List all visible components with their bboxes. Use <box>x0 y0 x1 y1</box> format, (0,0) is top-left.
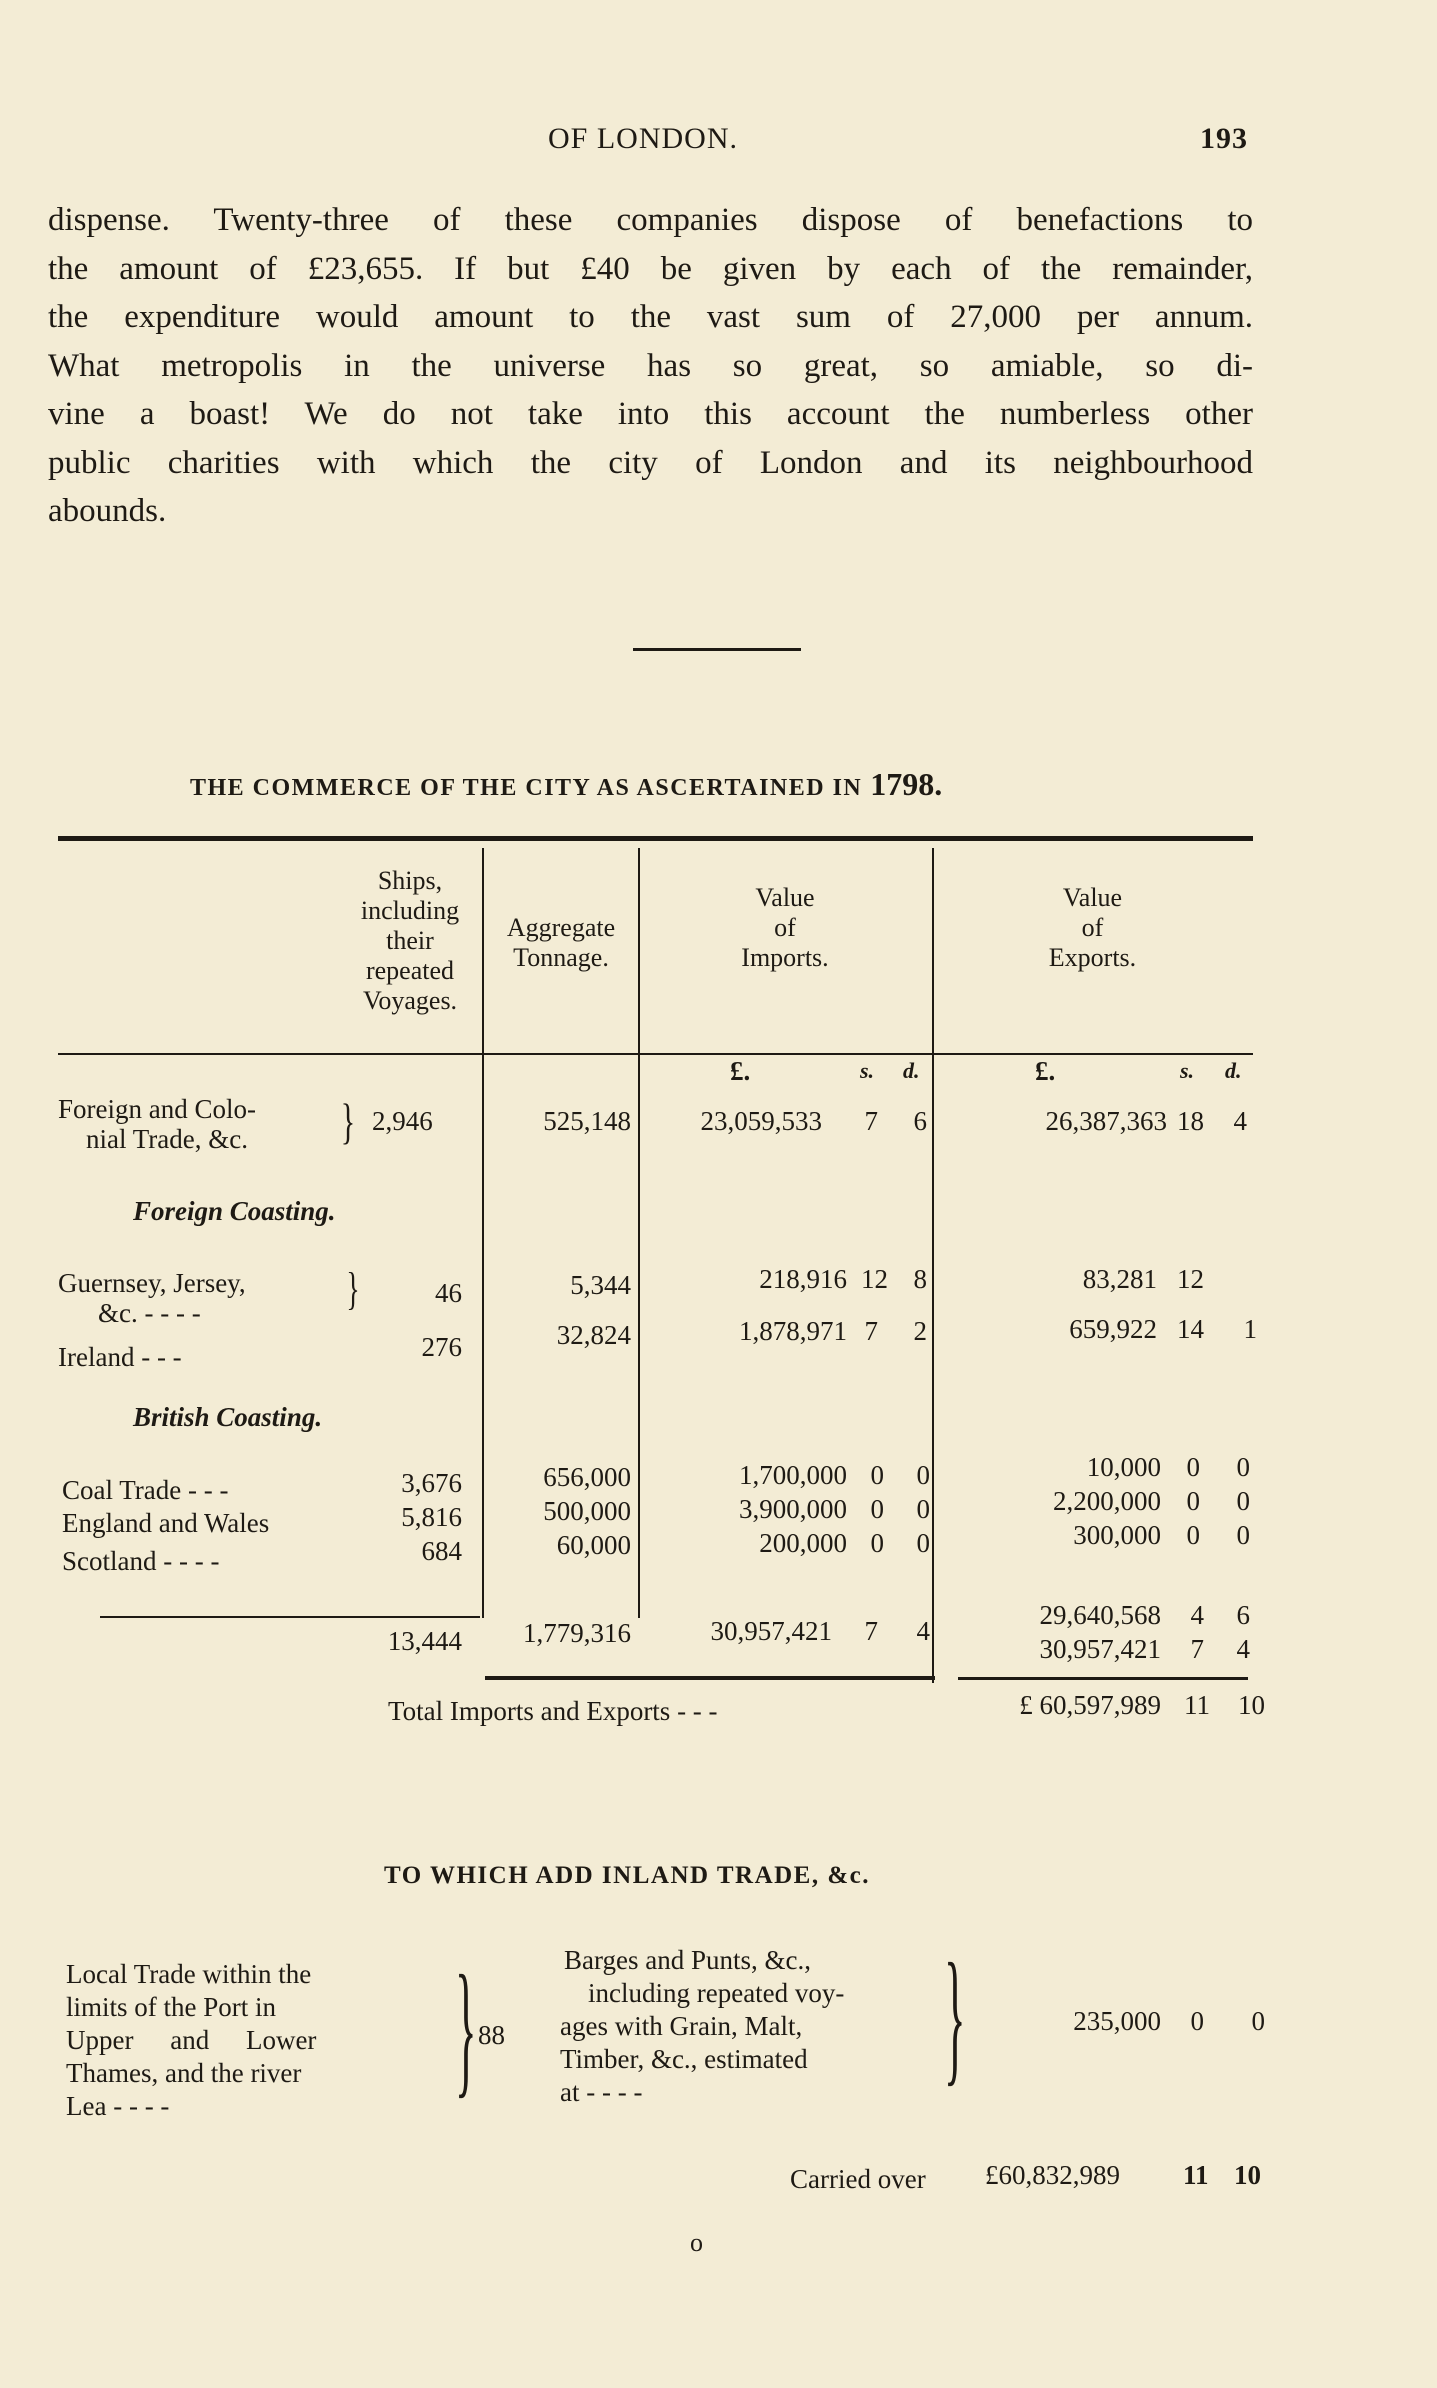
row-label-ireland: Ireland - - - <box>58 1342 182 1372</box>
row-label-england: England and Wales <box>62 1508 270 1538</box>
guernsey-exp-l: 83,281 <box>1082 1264 1157 1294</box>
inland-d: 0 <box>1251 2006 1265 2036</box>
imports-unit-s: s. <box>860 1058 875 1083</box>
carried-over-l: £60,832,989 <box>985 2160 1120 2190</box>
col-divider <box>482 848 484 1618</box>
para-line: vine a boast! We do not take into this account the numberless other <box>48 396 1253 432</box>
section-divider <box>633 648 801 651</box>
total-tonnage: 1,779,316 <box>523 1618 631 1648</box>
ireland-exp-l: 659,922 <box>1069 1314 1157 1344</box>
england-ships: 5,816 <box>401 1502 462 1532</box>
para-line: public charities with which the city of London and its neighbourhood <box>48 444 1253 481</box>
grand-total-l: £ 60,597,989 <box>1019 1690 1161 1720</box>
foreign-exp-d: 4 <box>1233 1106 1247 1136</box>
total-exp-d: 6 <box>1236 1600 1250 1630</box>
foreign-imp-s: 7 <box>864 1106 878 1136</box>
para-line: the amount of £23,655. If but £40 be given by each of the remainder, <box>48 250 1253 287</box>
grand-total-s: 11 <box>1184 1690 1210 1720</box>
exports-sum-rule <box>958 1677 1248 1680</box>
body-paragraph <box>48 196 1253 536</box>
england-imp-d: 0 <box>916 1494 930 1524</box>
exports-unit-s: s. <box>1180 1058 1195 1083</box>
ireland-tonnage: 32,824 <box>556 1320 631 1350</box>
total-exp2-s: 7 <box>1190 1634 1204 1664</box>
scotland-imp-s: 0 <box>870 1528 884 1558</box>
coal-exp-s: 0 <box>1186 1452 1200 1482</box>
totals-double-rule <box>485 1676 935 1680</box>
table-title: THE COMMERCE OF THE CITY AS ASCERTAINED IN 1798. <box>190 766 943 802</box>
guernsey-imp-l: 218,916 <box>759 1264 847 1294</box>
total-imp-l: 30,957,421 <box>710 1616 832 1646</box>
coal-imp-s: 0 <box>870 1460 884 1490</box>
col-divider <box>932 848 934 1683</box>
coal-exp-d: 0 <box>1236 1452 1250 1482</box>
total-exp2-l: 30,957,421 <box>1039 1634 1161 1664</box>
inland-s: 0 <box>1190 2006 1204 2036</box>
imports-unit-d: d. <box>903 1058 920 1083</box>
guernsey-imp-s: 12 <box>861 1264 888 1294</box>
scotland-tonnage: 60,000 <box>556 1530 631 1560</box>
carried-over-s: 11 <box>1183 2160 1209 2190</box>
brace-glyph: } <box>944 1933 966 2099</box>
section-foreign-coasting: Foreign Coasting. <box>133 1196 336 1226</box>
para-line: dispense. Twenty-three of these companies dispose of benefactions to <box>48 202 1253 238</box>
running-title: OF LONDON. <box>548 122 738 155</box>
inland-count: 88 <box>478 2020 505 2050</box>
para-line: abounds. <box>48 493 167 529</box>
ireland-exp-d: 1 <box>1243 1314 1257 1344</box>
exports-unit-l: £. <box>1035 1056 1056 1086</box>
foreign-exp-s: 18 <box>1177 1106 1204 1136</box>
exports-unit-d: d. <box>1225 1058 1242 1083</box>
total-exp-l: 29,640,568 <box>1039 1600 1161 1630</box>
scotland-exp-l: 300,000 <box>1073 1520 1161 1550</box>
ireland-ships: 276 <box>421 1332 462 1362</box>
signature-mark: o <box>690 2228 703 2257</box>
total-imp-s: 7 <box>864 1616 878 1646</box>
coal-tonnage: 656,000 <box>543 1462 631 1492</box>
guernsey-exp-s: 12 <box>1177 1264 1204 1294</box>
total-imp-d: 4 <box>916 1616 930 1646</box>
foreign-imp-l: 23,059,533 <box>700 1106 822 1136</box>
england-imp-l: 3,900,000 <box>739 1494 847 1524</box>
brace-glyph: } <box>346 1263 360 1314</box>
brace-glyph: } <box>455 1945 477 2111</box>
table-top-rule <box>58 836 1253 841</box>
foreign-ships: 2,946 <box>372 1106 433 1136</box>
scotland-exp-d: 0 <box>1236 1520 1250 1550</box>
inland-l: 235,000 <box>1073 2006 1161 2036</box>
foreign-imp-d: 6 <box>913 1106 927 1136</box>
england-imp-s: 0 <box>870 1494 884 1524</box>
ireland-imp-d: 2 <box>913 1316 927 1346</box>
grand-total-d: 10 <box>1238 1690 1265 1720</box>
section-british-coasting: British Coasting. <box>133 1402 323 1432</box>
ireland-imp-l: 1,878,971 <box>739 1316 847 1346</box>
grand-total-label: Total Imports and Exports - - - <box>388 1696 718 1726</box>
header-ships: Ships, including their repeated Voyages. <box>360 866 460 1015</box>
england-tonnage: 500,000 <box>543 1496 631 1526</box>
england-exp-l: 2,200,000 <box>1053 1486 1161 1516</box>
england-exp-d: 0 <box>1236 1486 1250 1516</box>
coal-ships: 3,676 <box>401 1468 462 1498</box>
scotland-imp-d: 0 <box>916 1528 930 1558</box>
row-label-foreign: Foreign and Colo- nial Trade, &c. <box>58 1094 256 1154</box>
coal-imp-d: 0 <box>916 1460 930 1490</box>
inland-left-block: Local Trade within the limits of the Port in Upper and Lower Thames, and the river Lea - - - - <box>66 1959 317 2121</box>
foreign-exp-l: 26,387,363 <box>1045 1106 1167 1136</box>
imports-unit-l: £. <box>730 1056 751 1086</box>
england-exp-s: 0 <box>1186 1486 1200 1516</box>
ireland-imp-s: 7 <box>864 1316 878 1346</box>
brace-glyph: } <box>340 1093 356 1149</box>
inland-middle-block: Barges and Punts, &c., including repeated voy- ages with Grain, Malt, Timber, &c., estimated at - - - - <box>560 1945 845 2107</box>
header-bottom-rule <box>58 1053 1253 1055</box>
header-exports: Value of Exports. <box>1048 883 1137 972</box>
header-tonnage: Aggregate Tonnage. <box>506 913 616 972</box>
scotland-imp-l: 200,000 <box>759 1528 847 1558</box>
inland-title: TO WHICH ADD INLAND TRADE, &c. <box>384 1862 871 1889</box>
row-label-guernsey: Guernsey, Jersey, &c. - - - - <box>58 1268 246 1328</box>
total-exp-s: 4 <box>1190 1600 1204 1630</box>
carried-over-d: 10 <box>1234 2160 1261 2190</box>
total-ships: 13,444 <box>387 1626 462 1656</box>
row-label-scotland: Scotland - - - - <box>62 1546 220 1576</box>
scotland-ships: 684 <box>421 1536 462 1566</box>
header-imports: Value of Imports. <box>741 883 829 972</box>
foreign-tonnage: 525,148 <box>543 1106 631 1136</box>
para-line: What metropolis in the universe has so great, so amiable, so di- <box>48 347 1253 384</box>
guernsey-ships: 46 <box>435 1278 462 1308</box>
totals-rule <box>100 1616 480 1618</box>
para-line: the expenditure would amount to the vast sum of 27,000 per annum. <box>48 299 1253 335</box>
page-number: 193 <box>1200 122 1248 155</box>
scotland-exp-s: 0 <box>1186 1520 1200 1550</box>
total-exp2-d: 4 <box>1236 1634 1250 1664</box>
carried-over-label: Carried over <box>790 2164 926 2194</box>
guernsey-imp-d: 8 <box>913 1264 927 1294</box>
row-label-coal: Coal Trade - - - <box>62 1475 229 1505</box>
coal-exp-l: 10,000 <box>1086 1452 1161 1482</box>
guernsey-tonnage: 5,344 <box>570 1270 631 1300</box>
coal-imp-l: 1,700,000 <box>739 1460 847 1490</box>
ireland-exp-s: 14 <box>1177 1314 1204 1344</box>
